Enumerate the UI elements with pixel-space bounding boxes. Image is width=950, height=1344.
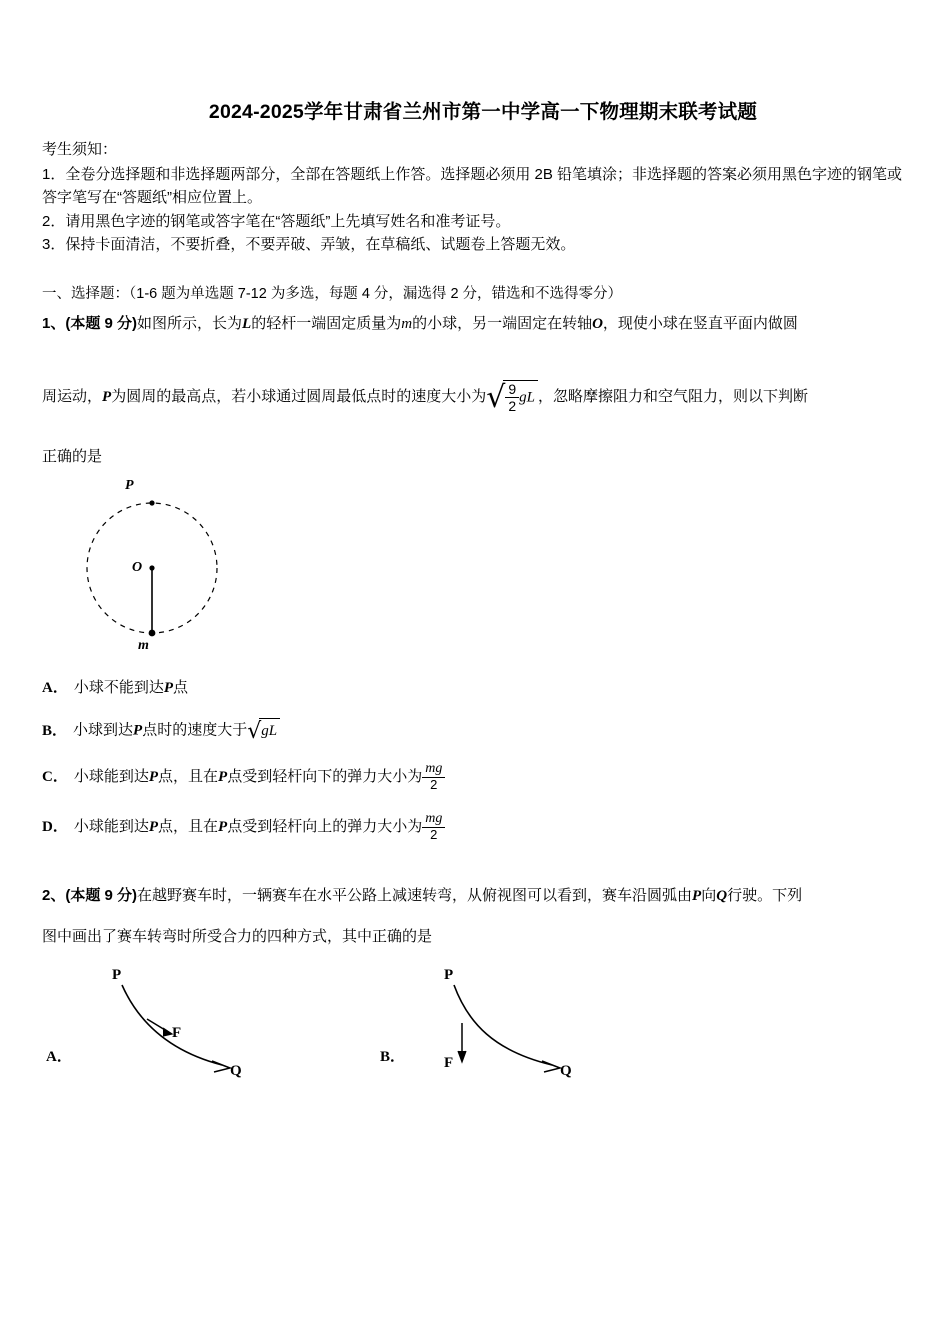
question-1-stem-line3: 正确的是 <box>42 447 103 465</box>
notice-item-1: 1．全卷分选择题和非选择题两部分，全部在答题纸上作答。选择题必须用 2B 铅笔填涂；非选择题的答案必须用黑色字迹的钢笔或答字笔写在“答题纸”相应位置上。 <box>42 166 903 207</box>
label-P-a: P <box>112 967 122 984</box>
ball-dot <box>149 630 156 637</box>
arrowhead-b <box>542 1061 560 1072</box>
question-2-number: 2、 <box>42 887 66 905</box>
figure-label-m: m <box>138 638 149 654</box>
path-curve-b <box>454 985 552 1065</box>
question-2-figures <box>42 967 908 1117</box>
fraction-mg-2: $\frac{mg}{2}$ <box>422 761 445 793</box>
label-F-b: F <box>444 1055 454 1072</box>
notice-heading: 考生须知： <box>42 141 118 158</box>
curve-diagram-b <box>434 967 634 1097</box>
question-1-number: 1、 <box>42 315 66 332</box>
center-dot <box>149 566 154 571</box>
sqrt-expression: √ $\frac{9}{2}$ gL <box>486 380 538 414</box>
question-1-option-b: B． 小球到达P点时的速度大于√gL <box>42 718 908 743</box>
notice-item-2: 2．请用黑色字迹的钢笔或答字笔在“答题纸”上先填写姓名和准考证号。 <box>42 212 511 230</box>
sqrt-gl: √gL <box>247 718 280 743</box>
question-1-option-c: C． 小球能到达P点，且在P点受到轻杆向下的弹力大小为 $\frac{mg}{2}$ <box>42 761 908 793</box>
force-arrowhead-a <box>163 1028 172 1036</box>
figure-label-P: P <box>125 478 134 494</box>
top-point-dot <box>149 501 154 506</box>
question-2-figure-b <box>434 967 634 1097</box>
curve-diagram-a <box>102 967 302 1097</box>
label-Q-a: Q <box>230 1063 242 1080</box>
label-Q-b: Q <box>560 1063 572 1080</box>
question-1-stem: 1、(本题 9 分)如图所示，长为L的轻杆一端固定质量为m的小球，另一端固定在转轴O，现使小球在竖直平面内做圆 <box>42 315 798 332</box>
section-heading: 一、选择题：（1-6 题为单选题 7-12 为多选，每题 4 分，漏选得 2 分，错选和不选得零分） <box>42 286 623 302</box>
question-2-stem-line2: 图中画出了赛车转弯时所受合力的四种方式，其中正确的是 <box>42 927 433 945</box>
question-2-option-b-label: B． <box>380 1049 406 1066</box>
label-F-a: F <box>172 1025 182 1042</box>
question-2-option-a-label: A． <box>46 1049 72 1066</box>
question-1-option-d: D． 小球能到达P点，且在P点受到轻杆向上的弹力大小为 $\frac{mg}{2}$ <box>42 811 908 843</box>
label-P-b: P <box>444 967 454 984</box>
force-arrowhead-b <box>458 1051 466 1062</box>
question-2-stem: 2、(本题 9 分)在越野赛车时，一辆赛车在水平公路上减速转弯，从俯视图可以看到，赛车沿圆弧由P向Q行驶。下列 <box>42 887 803 905</box>
fraction-mg-2: $\frac{mg}{2}$ <box>422 811 445 843</box>
question-2-figure-a <box>102 967 302 1097</box>
question-1-score: (本题 9 分) <box>65 315 138 332</box>
notice-item-3: 3．保持卡面清洁，不要折叠，不要弄破、弄皱，在草稿纸、试题卷上答题无效。 <box>42 235 576 253</box>
arrowhead-a <box>212 1061 230 1072</box>
question-1-option-a: A． 小球不能到达P点 <box>42 679 189 697</box>
figure-label-O: O <box>132 560 143 576</box>
page-title: 2024-2025学年甘肃省兰州市第一中学高一下物理期末联考试题 <box>208 101 758 123</box>
question-2-score: (本题 9 分) <box>65 887 138 905</box>
question-1-stem-line2: 周运动，P为圆周的最高点，若小球通过圆周最低点时的速度大小为√ $\frac{9}{2}$ gL ，忽略摩擦阻力和空气阻力，则以下判断 <box>42 379 808 415</box>
question-1-figure <box>72 478 282 658</box>
circle-diagram <box>72 483 282 658</box>
